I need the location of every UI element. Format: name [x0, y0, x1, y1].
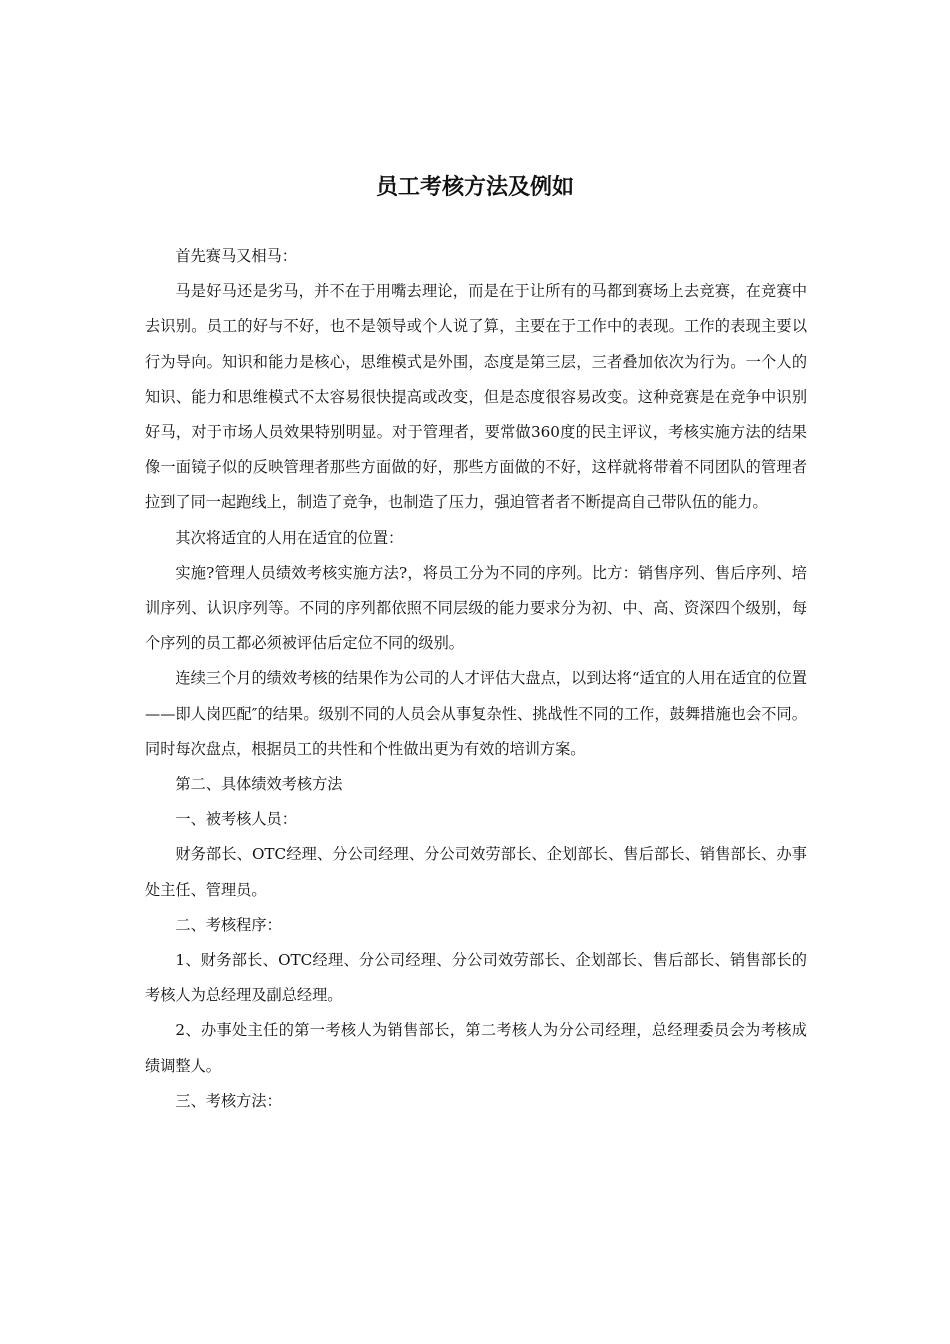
paragraph-talent-review: 连续三个月的绩效考核的结果作为公司的人才评估大盘点，以到达将“适宜的人用在适宜的位置——即人岗匹配″的结果。级别不同的人员会从事复杂性、挑战性不同的工作，鼓舞措施也会不同。同时每次盘点，根据员工的共性和个性做出更为有效的培训方案。 — [145, 669, 807, 758]
document-title: 员工考核方法及例如 — [375, 175, 574, 200]
paragraph-section-two-heading: 第二、具体绩效考核方法 — [175, 775, 343, 794]
paragraph-intro-heading: 首先赛马又相马： — [175, 247, 297, 265]
paragraph-procedure-1: 1、财务部长、OTC经理、分公司经理、分公司效劳部长、企划部长、售后部长、销售部长的考核人为总经理及副总经理。 — [145, 951, 807, 1005]
paragraph-procedure-2: 2、办事处主任的第一考核人为销售部长，第二考核人为分公司经理，总经理委员会为考核成绩调整人。 — [145, 1021, 807, 1075]
paragraph-horse-race: 马是好马还是劣马，并不在于用嘴去理论，而是在于让所有的马都到赛场上去竞赛，在竞赛中去识别。员工的好与不好，也不是领导或个人说了算，主要在于工作中的表现。工作的表现主要以行为导向。知识和能力是核心，思维模式是外围，态度是第三层，三者叠加依次为行为。一个人的知识、能力和思维模式不太容易很快提高或改变，但是态度很容易改变。这种竞赛是在竞争中识别好马，对于市场人员效果特别明显。对于管理者，要常做360度的民主评议，考核实施方法的结果像一面镜子似的反映管理者那些方面做的好，那些方面做的不好，这样就将带着不同团队的管理者拉到了同一起跑线上，制造了竞争，也制造了压力，强迫管者者不断提高自己带队伍的能力。 — [145, 282, 807, 512]
document-body — [145, 239, 807, 1119]
paragraph-right-person-heading: 其次将适宜的人用在适宜的位置： — [175, 528, 404, 547]
paragraph-assessed-list: 财务部长、OTC经理、分公司经理、分公司效劳部长、企划部长、售后部长、销售部长、办事处主任、管理员。 — [145, 845, 807, 899]
paragraph-assessed-heading: 一、被考核人员： — [175, 810, 297, 829]
paragraph-procedure-heading: 二、考核程序： — [175, 915, 282, 934]
paragraph-method-heading: 三、考核方法： — [175, 1091, 282, 1110]
paragraph-sequence: 实施?管理人员绩效考核实施方法?，将员工分为不同的序列。比方：销售序列、售后序列、培训序列、认识序列等。不同的序列都依照不同层级的能力要求分为初、中、高、资深四个级别，每个序列的员工都必须被评估后定位不同的级别。 — [145, 563, 807, 653]
